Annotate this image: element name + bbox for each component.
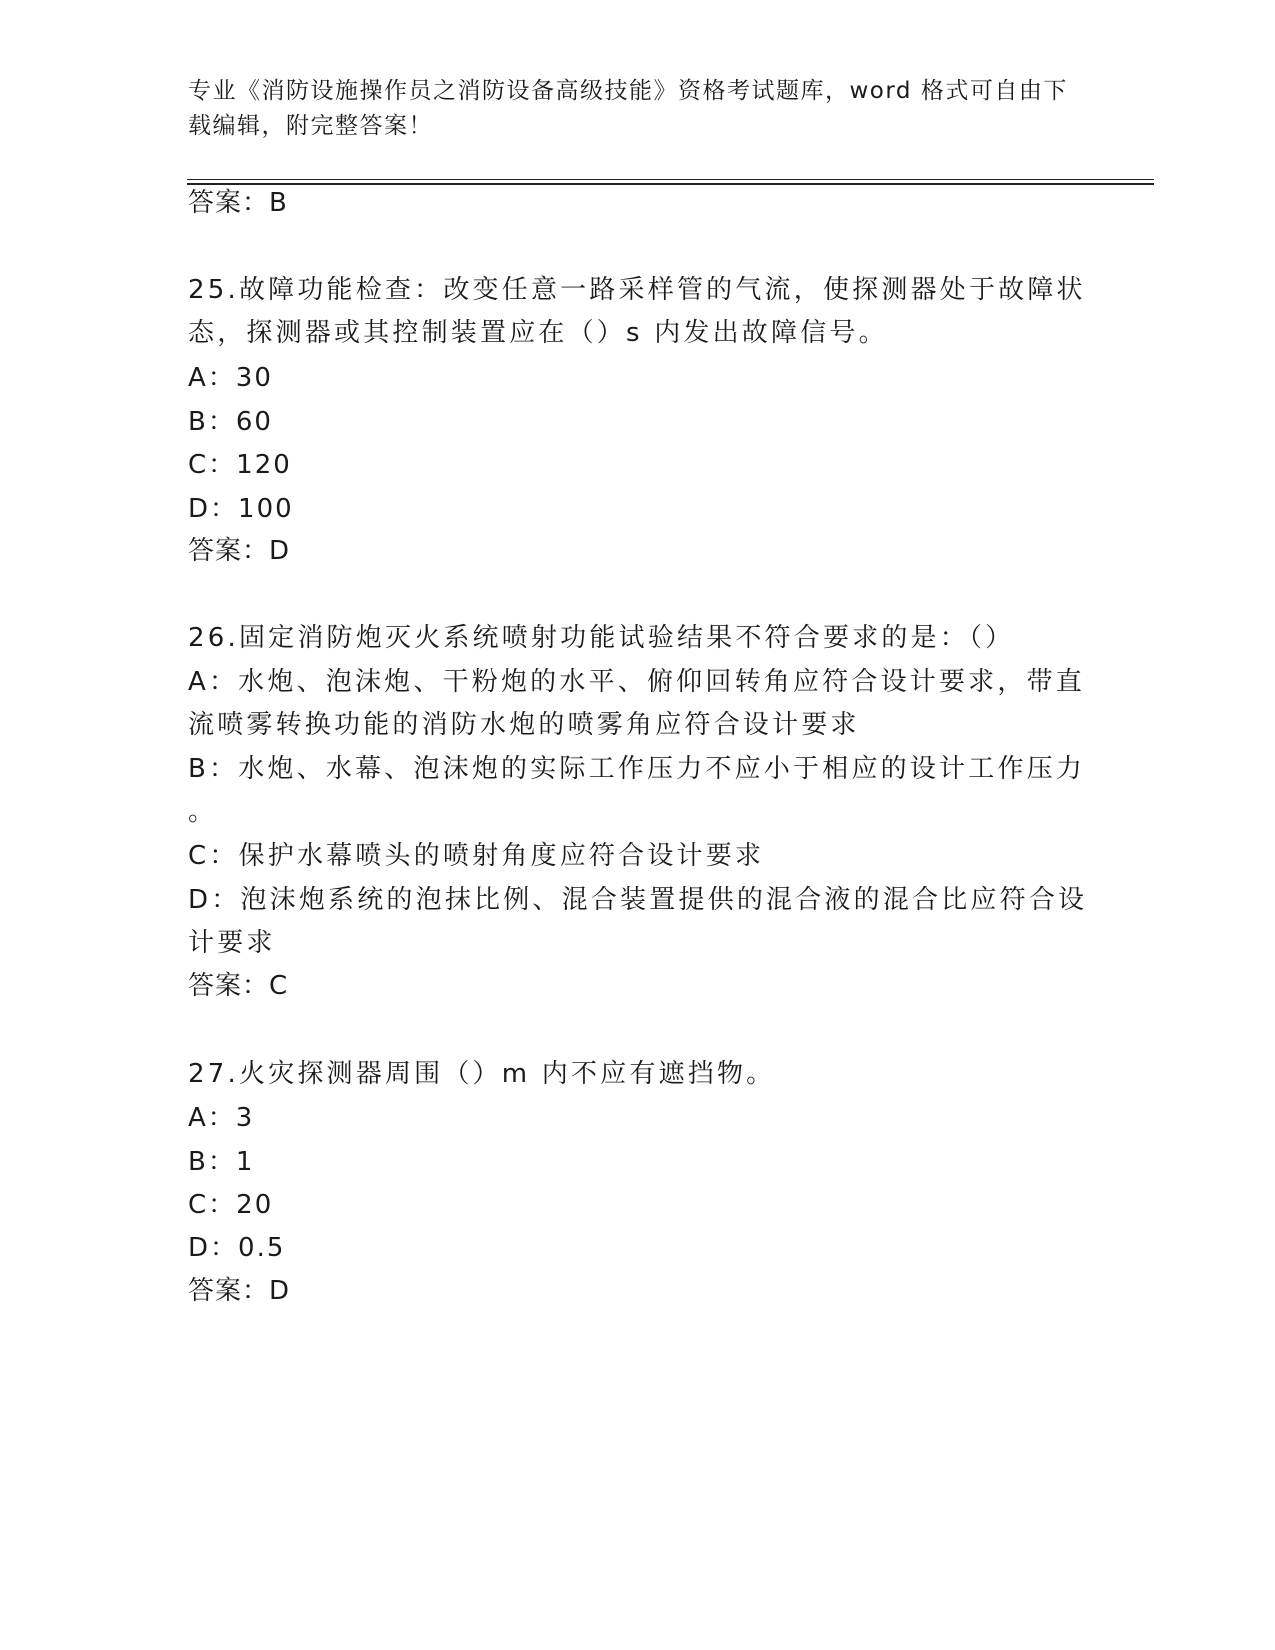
question-25-option-d: D：100 [188, 494, 294, 524]
answer-24: 答案：B [188, 188, 288, 218]
question-26-option-c: C：保护水幕喷头的喷射角度应符合设计要求 [188, 841, 765, 871]
question-27-answer: 答案：D [188, 1276, 291, 1306]
question-27-option-a: A：3 [188, 1103, 255, 1133]
question-25-option-c: C：120 [188, 450, 292, 480]
question-26-option-a-line-1: A：水炮、泡沫炮、干粉炮的水平、俯仰回转角应符合设计要求，带直 [188, 667, 1085, 697]
question-26-option-b-line-1: B：水炮、水幕、泡沫炮的实际工作压力不应小于相应的设计工作压力 [188, 754, 1086, 784]
question-25-stem-line-1: 25.故障功能检查：改变任意一路采样管的气流，使探测器处于故障状 [188, 275, 1086, 305]
question-25-stem-line-2: 态，探测器或其控制装置应在（）s 内发出故障信号。 [188, 318, 888, 348]
header-line-1: 专业《消防设施操作员之消防设备高级技能》资格考试题库，word 格式可自由下 [188, 78, 1068, 104]
question-25-answer: 答案：D [188, 536, 291, 566]
header-line-2: 载编辑，附完整答案！ [188, 113, 433, 139]
question-27-option-d: D：0.5 [188, 1233, 286, 1263]
question-26-option-d-line-1: D：泡沫炮系统的泡抹比例、混合装置提供的混合液的混合比应符合设 [188, 885, 1088, 915]
question-27-option-b: B：1 [188, 1147, 255, 1177]
header-divider [187, 179, 1154, 185]
question-27-stem: 27.火灾探测器周围（）m 内不应有遮挡物。 [188, 1059, 776, 1089]
question-27-option-c: C：20 [188, 1190, 274, 1220]
question-25-option-b: B：60 [188, 407, 273, 437]
question-26-option-d-line-2: 计要求 [188, 928, 276, 958]
question-26-option-a-line-2: 流喷雾转换功能的消防水炮的喷雾角应符合设计要求 [188, 710, 860, 740]
document-header [188, 74, 1088, 144]
question-26-option-b-line-2: 。 [188, 797, 218, 827]
question-26-stem: 26.固定消防炮灭火系统喷射功能试验结果不符合要求的是：（） [188, 623, 1015, 653]
question-26-answer: 答案：C [188, 971, 289, 1001]
question-25-option-a: A：30 [188, 363, 273, 393]
